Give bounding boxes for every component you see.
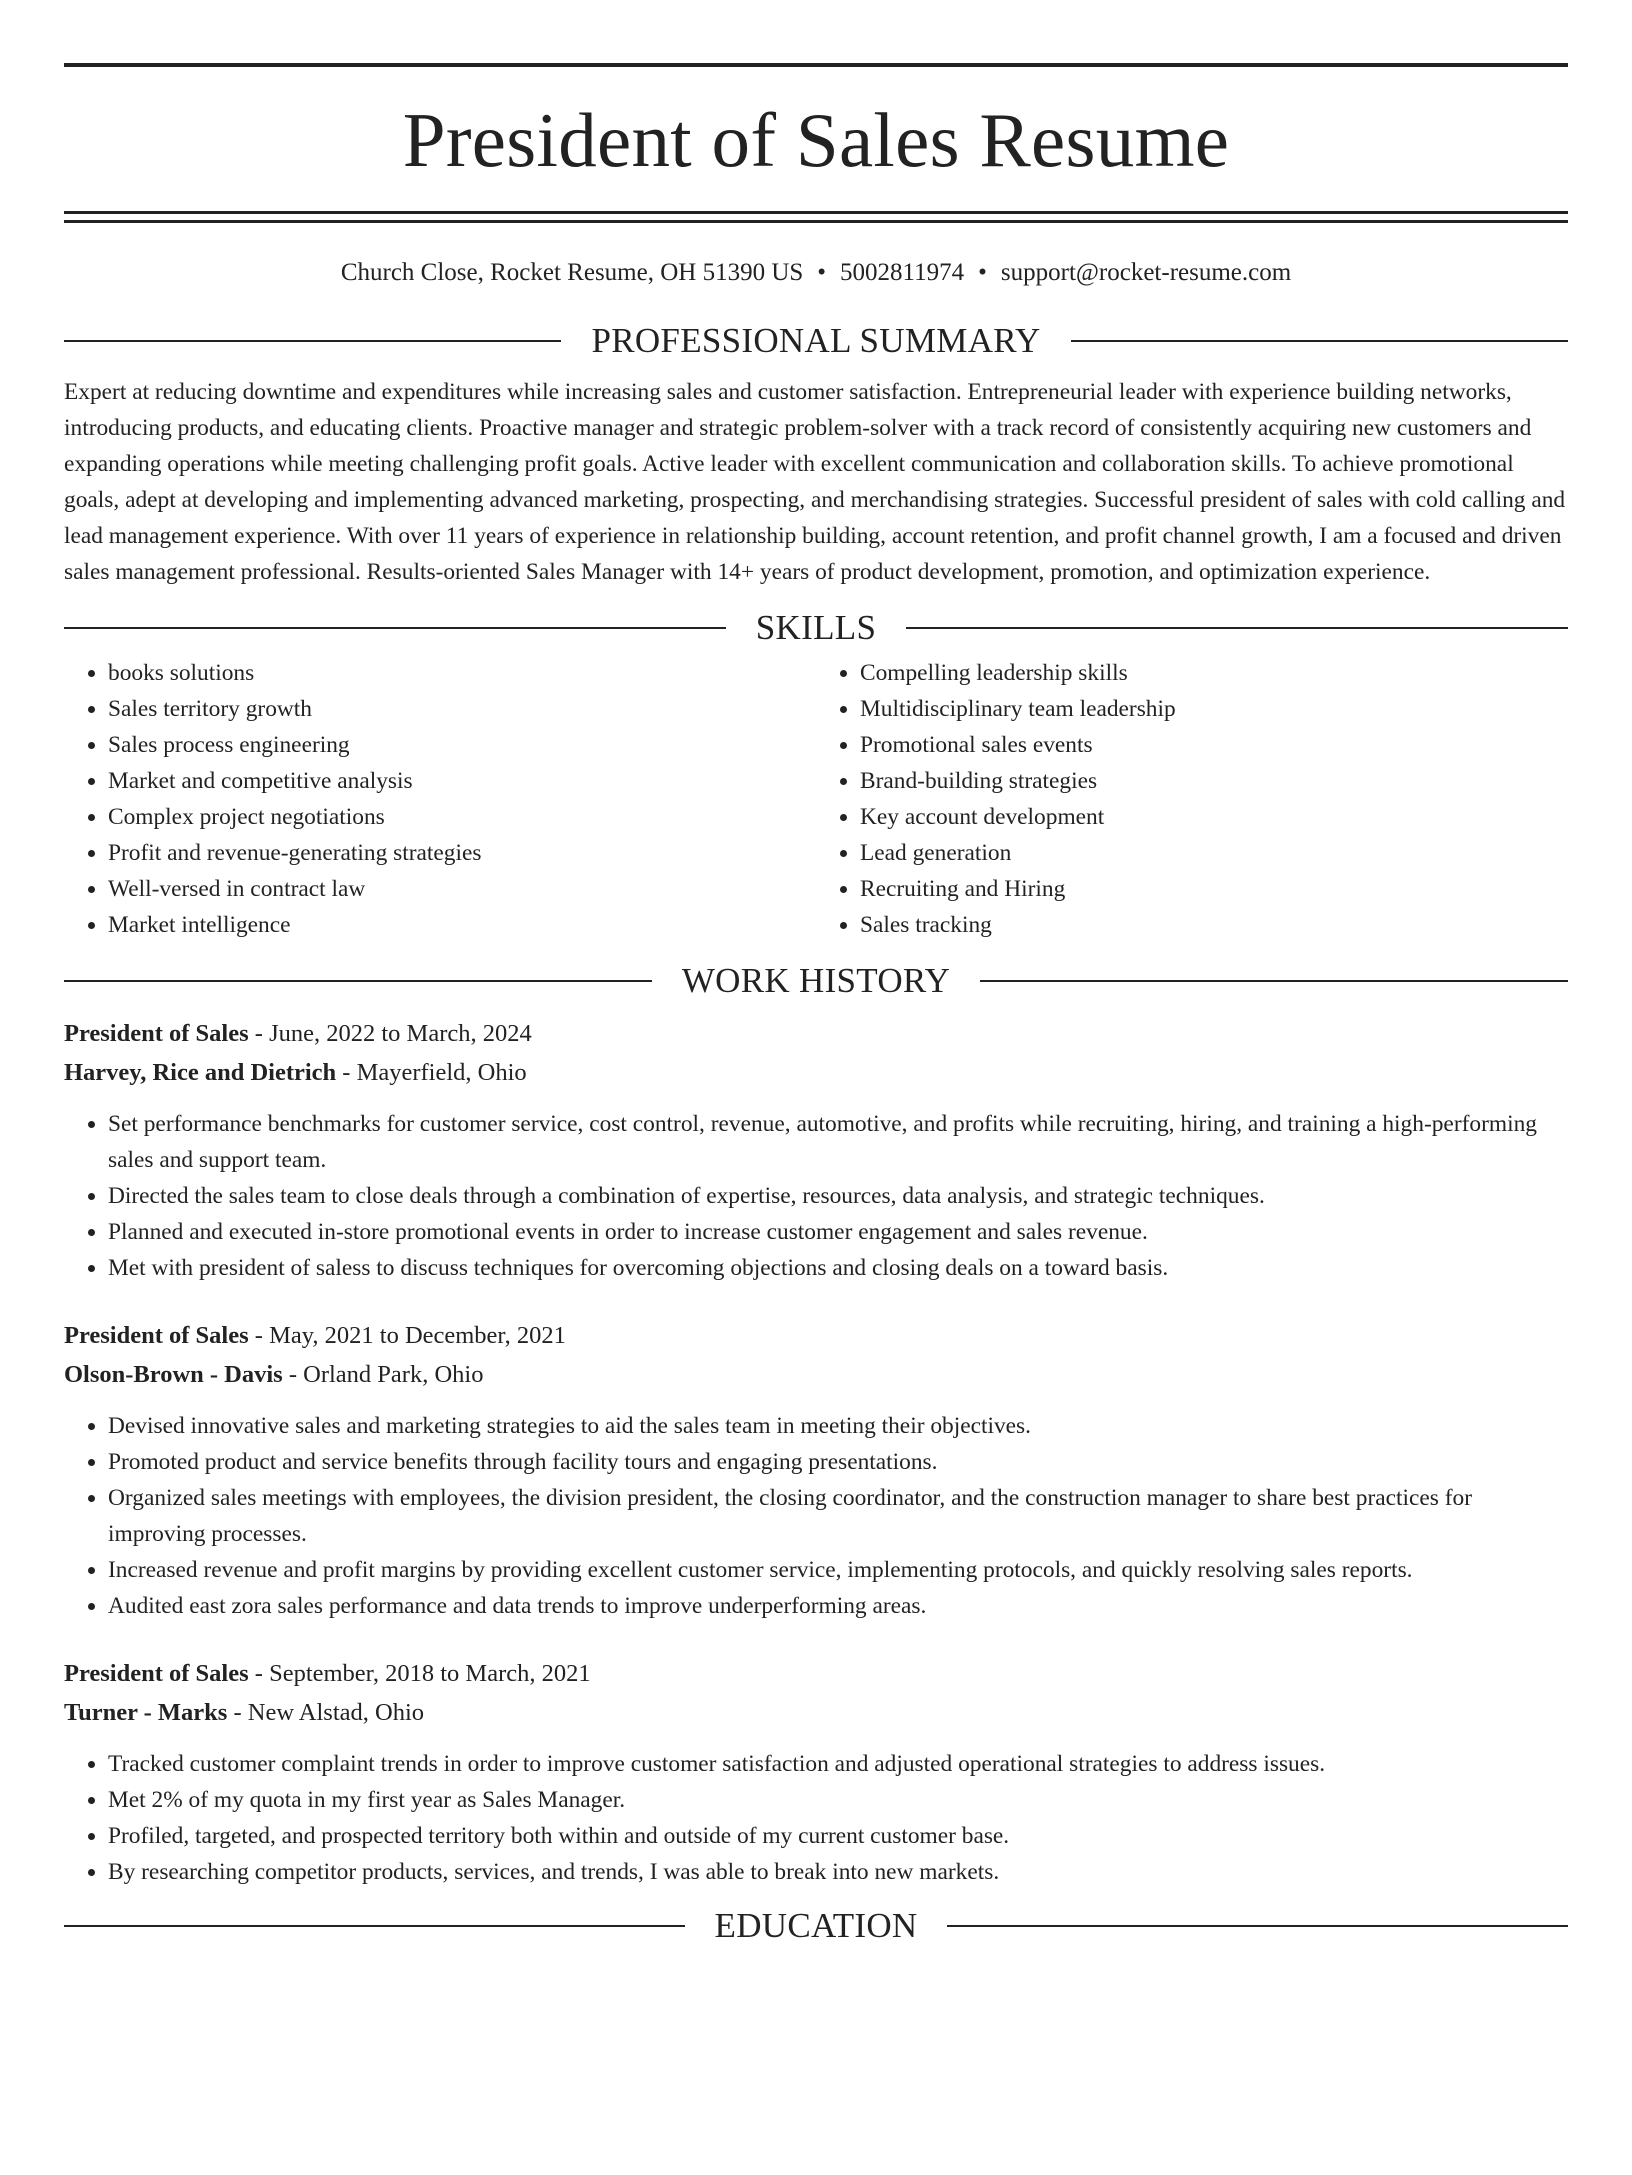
job-bullet: • Directed the sales team to close deals through a combination of expertise, resources, data analysis, and strategic techniques. <box>108 1178 1568 1214</box>
skill-item: • Sales process engineering <box>108 727 816 763</box>
job-title: President of Sales <box>64 1660 249 1687</box>
skill-item: • Market and competitive analysis <box>108 763 816 799</box>
skill-item: • books solutions <box>108 655 816 691</box>
job-company-line <box>64 1053 1568 1092</box>
section-rule-right <box>906 627 1568 629</box>
section-title-skills: SKILLS <box>755 608 877 647</box>
job-bullet: • Planned and executed in-store promotional events in order to increase customer engagement and sales revenue. <box>108 1214 1568 1250</box>
job-bullet: • Promoted product and service benefits through facility tours and engaging presentations. <box>108 1444 1568 1480</box>
job-entry <box>64 1316 1568 1624</box>
section-header-education <box>64 1908 1568 1943</box>
skills-list <box>64 655 1568 943</box>
job-company: Harvey, Rice and Dietrich <box>64 1059 337 1086</box>
skill-item: • Key account development <box>860 799 1568 835</box>
job-company: Turner - Marks <box>64 1699 228 1726</box>
contact-line <box>64 260 1568 285</box>
resume-page <box>0 63 1632 2175</box>
job-dates: - May, 2021 to December, 2021 <box>248 1322 566 1349</box>
section-rule-left <box>64 627 726 629</box>
skill-item: • Sales tracking <box>860 907 1568 943</box>
job-location: - New Alstad, Ohio <box>227 1699 425 1726</box>
skill-item: • Multidisciplinary team leadership <box>860 691 1568 727</box>
contact-email[interactable]: support@rocket-resume.com <box>1000 259 1292 286</box>
job-company-line <box>64 1355 1568 1394</box>
job-title-line <box>64 1316 1568 1355</box>
section-header-work <box>64 963 1568 998</box>
job-bullet: • Profiled, targeted, and prospected territory both within and outside of my current customer base. <box>108 1818 1568 1854</box>
title-rule-upper <box>64 211 1568 214</box>
job-title: President of Sales <box>64 1322 249 1349</box>
section-header-skills <box>64 610 1568 645</box>
skill-item: • Compelling leadership skills <box>860 655 1568 691</box>
section-rule-right <box>947 1925 1568 1927</box>
job-title-line <box>64 1014 1568 1053</box>
job-bullet: • Met with president of saless to discuss techniques for overcoming objections and closing deals on a toward basis. <box>108 1250 1568 1286</box>
job-bullets <box>64 1408 1568 1624</box>
contact-phone: 5002811974 <box>840 259 965 286</box>
job-dates: - June, 2022 to March, 2024 <box>248 1020 532 1047</box>
job-bullet: • Set performance benchmarks for customer service, cost control, revenue, automotive, and profits while recruiting, hiring, and training a high-performing sales and support team. <box>108 1106 1568 1178</box>
contact-address: Church Close, Rocket Resume, OH 51390 US <box>340 259 804 286</box>
job-bullets <box>64 1106 1568 1286</box>
job-location: - Orland Park, Ohio <box>282 1361 484 1388</box>
job-bullet: • Met 2% of my quota in my first year as Sales Manager. <box>108 1782 1568 1818</box>
job-bullet: • Organized sales meetings with employees, the division president, the closing coordinator, and the construction manager to share best practices for improving processes. <box>108 1480 1568 1552</box>
job-entry <box>64 1654 1568 1890</box>
job-bullet: • Tracked customer complaint trends in order to improve customer satisfaction and adjusted operational strategies to address issues. <box>108 1746 1568 1782</box>
contact-separator: • <box>978 259 987 286</box>
section-header-summary <box>64 323 1568 358</box>
job-company: Olson-Brown - Davis <box>64 1361 283 1388</box>
job-title-line <box>64 1654 1568 1693</box>
skill-item: • Promotional sales events <box>860 727 1568 763</box>
skill-item: • Brand-building strategies <box>860 763 1568 799</box>
skill-item: • Sales territory growth <box>108 691 816 727</box>
job-title: President of Sales <box>64 1020 249 1047</box>
section-title-work: WORK HISTORY <box>681 961 951 1000</box>
job-entry <box>64 1014 1568 1286</box>
skill-item: • Well-versed in contract law <box>108 871 816 907</box>
skill-item: • Complex project negotiations <box>108 799 816 835</box>
skill-item: • Lead generation <box>860 835 1568 871</box>
job-company-line <box>64 1693 1568 1732</box>
skill-item: • Market intelligence <box>108 907 816 943</box>
job-bullet: • Increased revenue and profit margins by providing excellent customer service, implementing protocols, and quickly resolving sales reports. <box>108 1552 1568 1588</box>
skills-column-left <box>64 655 816 943</box>
contact-separator: • <box>817 259 827 286</box>
job-bullet: • By researching competitor products, services, and trends, I was able to break into new markets. <box>108 1854 1568 1890</box>
skills-column-right <box>816 655 1568 943</box>
section-title-education: EDUCATION <box>714 1906 918 1945</box>
page-title: President of Sales Resume <box>402 97 1230 183</box>
section-rule-left <box>64 980 652 982</box>
job-bullet: • Devised innovative sales and marketing strategies to aid the sales team in meeting their objectives. <box>108 1408 1568 1444</box>
job-dates: - September, 2018 to March, 2021 <box>248 1660 591 1687</box>
section-title-summary: PROFESSIONAL SUMMARY <box>591 321 1041 360</box>
title-rule-lower <box>64 220 1568 223</box>
section-rule-right <box>1071 340 1568 342</box>
top-rule <box>64 63 1568 67</box>
job-bullet: • Audited east zora sales performance and data trends to improve underperforming areas. <box>108 1588 1568 1624</box>
job-bullets <box>64 1746 1568 1890</box>
section-rule-left <box>64 1925 685 1927</box>
job-location: - Mayerfield, Ohio <box>336 1059 527 1086</box>
skill-item: • Profit and revenue-generating strategies <box>108 835 816 871</box>
section-rule-right <box>980 980 1568 982</box>
summary-text: Expert at reducing downtime and expenditures while increasing sales and customer satisfaction. Entrepreneurial leader with experience building networks, introducing products, and educating clients. Proactive manager and strategic problem-solver with a track record of consistently acquiring new customers and expanding operations while meeting challenging profit goals. Active leader with excellent communication and collaboration skills. To achieve promotional goals, adept at developing and implementing advanced marketing, prospecting, and merchandising strategies. Successful president of sales with cold calling and lead management experience. With over 11 years of experience in relationship building, account retention, and profit channel growth, I am a focused and driven sales management professional. Results-oriented Sales Manager with 14+ years of product development, promotion, and optimization experience. <box>64 379 1566 585</box>
section-rule-left <box>64 340 561 342</box>
skill-item: • Recruiting and Hiring <box>860 871 1568 907</box>
